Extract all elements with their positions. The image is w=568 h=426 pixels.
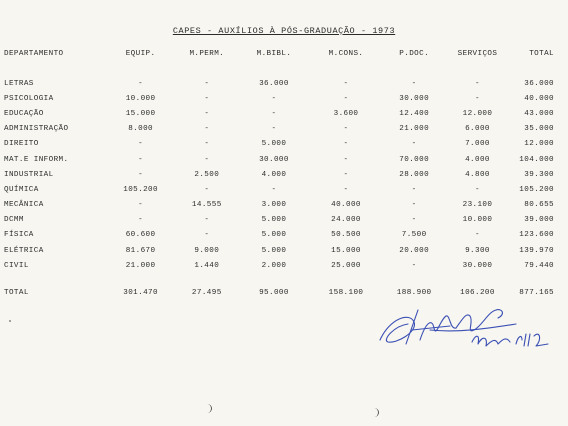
cell-m-cons: 15.000 [331, 246, 361, 255]
cell-m-cons: 3.600 [333, 109, 359, 118]
cell-equip: - [138, 79, 144, 88]
table-row [4, 152, 560, 167]
cell-equip: 10.000 [125, 94, 156, 103]
cell-m-bibl: 3.000 [261, 201, 287, 210]
cell-p-doc: - [411, 79, 417, 88]
table-row [4, 106, 560, 121]
cell-m-perm: - [204, 140, 210, 149]
cell-m-perm: 2.500 [194, 170, 220, 179]
cell-m-bibl: 5.000 [261, 231, 287, 240]
cell-total: 40.000 [524, 94, 554, 103]
cell-departamento: ADMINISTRAÇÃO [4, 125, 69, 134]
cell-total: 35.000 [524, 125, 554, 134]
funding-table [4, 50, 560, 301]
table-row [4, 258, 560, 273]
cell-departamento: CIVIL [4, 261, 29, 270]
cell-equip: 60.600 [125, 231, 156, 240]
cell-total: 139.970 [519, 246, 554, 255]
cell-m-perm: - [204, 155, 210, 164]
header-m-cons: M.CONS. [328, 50, 364, 58]
cell-m-bibl: - [271, 185, 277, 194]
cell-p-doc: 7.500 [401, 231, 427, 240]
table-row [4, 91, 560, 106]
cell-m-cons: - [343, 125, 349, 134]
cell-m-cons: - [343, 155, 349, 164]
handwritten-signature [370, 300, 560, 360]
cell-equip: 301.470 [123, 289, 158, 298]
cell-servicos: 10.000 [462, 216, 493, 225]
cell-p-doc: 188.900 [396, 289, 432, 298]
cell-total: 39.300 [524, 170, 554, 179]
cell-p-doc: 28.000 [399, 170, 430, 179]
cell-servicos: 23.100 [462, 201, 493, 210]
cell-servicos: - [475, 79, 480, 88]
cell-servicos: 7.000 [465, 140, 490, 149]
table-header-row [4, 50, 560, 68]
cell-servicos: 30.000 [462, 261, 493, 270]
cell-equip: 81.670 [125, 246, 156, 255]
cell-equip: 8.000 [128, 125, 153, 134]
cell-m-cons: 40.000 [331, 201, 361, 210]
cell-departamento: DIREITO [4, 140, 39, 149]
cell-p-doc: 70.000 [399, 155, 430, 164]
cell-departamento: TOTAL [4, 289, 29, 298]
header-m-bibl: M.BIBL. [256, 50, 292, 58]
cell-m-bibl: 36.000 [259, 79, 289, 88]
cell-m-bibl: 4.000 [261, 170, 287, 179]
header-p-doc: P.DOC. [399, 50, 430, 58]
cell-m-cons: 24.000 [331, 216, 361, 225]
binding-hole-mark [207, 404, 212, 413]
table-row [4, 76, 560, 91]
header-equip: EQUIP. [125, 50, 156, 58]
cell-p-doc: - [411, 201, 417, 210]
cell-departamento: QUÍMICA [4, 185, 39, 194]
cell-servicos: 4.000 [465, 155, 490, 164]
cell-servicos: 9.300 [465, 246, 490, 255]
cell-servicos: - [475, 185, 480, 194]
cell-total: 79.440 [524, 261, 554, 270]
paper-speck [9, 320, 11, 322]
cell-departamento: DCMM [4, 216, 24, 225]
cell-equip: - [138, 201, 144, 210]
cell-servicos: - [475, 94, 480, 103]
cell-equip: - [138, 155, 144, 164]
cell-total: 36.000 [524, 79, 554, 88]
cell-m-perm: - [204, 94, 210, 103]
cell-m-bibl: 5.000 [261, 246, 287, 255]
cell-m-perm: 27.495 [191, 289, 222, 298]
cell-departamento: PSICOLOGIA [4, 94, 54, 103]
cell-m-perm: - [204, 109, 210, 118]
cell-total: 43.000 [524, 109, 554, 118]
cell-p-doc: - [411, 261, 417, 270]
cell-p-doc: 21.000 [399, 125, 430, 134]
cell-m-cons: - [343, 170, 349, 179]
cell-departamento: ELÉTRICA [4, 246, 44, 255]
cell-m-cons: 50.500 [331, 231, 361, 240]
cell-m-perm: - [204, 231, 210, 240]
binding-hole-mark [374, 408, 379, 417]
cell-total: 39.000 [524, 216, 554, 225]
cell-m-cons: - [343, 140, 349, 149]
cell-departamento: MECÂNICA [4, 201, 44, 210]
cell-p-doc: - [411, 140, 417, 149]
cell-m-cons: 158.100 [328, 289, 364, 298]
cell-total: 12.000 [524, 140, 554, 149]
cell-total: 877.165 [519, 289, 554, 298]
table-row [4, 243, 560, 258]
cell-m-perm: - [204, 79, 210, 88]
cell-departamento: MAT.E INFORM. [4, 155, 69, 164]
cell-servicos: - [475, 231, 480, 240]
total-row [4, 285, 560, 300]
header-departamento: DEPARTAMENTO [4, 50, 64, 58]
table-row [4, 228, 560, 243]
cell-m-bibl: 95.000 [259, 289, 289, 298]
cell-m-perm: - [204, 185, 210, 194]
cell-m-perm: 9.000 [194, 246, 220, 255]
header-m-perm: M.PERM. [189, 50, 225, 58]
cell-p-doc: - [411, 216, 417, 225]
cell-m-bibl: - [271, 94, 277, 103]
cell-p-doc: - [411, 185, 417, 194]
table-body [4, 68, 560, 301]
cell-m-perm: 1.440 [194, 261, 220, 270]
cell-m-cons: 25.000 [331, 261, 361, 270]
document-title: CAPES - AUXÍLIOS À PÓS-GRADUAÇÃO - 1973 [172, 26, 396, 36]
cell-equip: - [138, 140, 144, 149]
table-row [4, 122, 560, 137]
table-row [4, 137, 560, 152]
cell-servicos: 12.000 [462, 109, 493, 118]
cell-equip: - [138, 216, 144, 225]
cell-equip: - [138, 170, 144, 179]
cell-m-perm: - [204, 216, 210, 225]
cell-total: 105.200 [519, 185, 554, 194]
table-row [4, 213, 560, 228]
cell-m-bibl: - [271, 109, 277, 118]
cell-equip: 15.000 [125, 109, 156, 118]
cell-departamento: LETRAS [4, 79, 34, 88]
cell-m-bibl: 5.000 [261, 216, 287, 225]
cell-servicos: 106.200 [460, 289, 495, 298]
cell-p-doc: 20.000 [399, 246, 430, 255]
cell-m-bibl: 5.000 [261, 140, 287, 149]
cell-departamento: FÍSICA [4, 231, 34, 240]
cell-total: 104.000 [519, 155, 554, 164]
table-row [4, 167, 560, 182]
cell-m-bibl: - [271, 125, 277, 134]
table-row [4, 198, 560, 213]
cell-m-cons: - [343, 79, 349, 88]
cell-departamento: EDUCAÇÃO [4, 109, 44, 118]
table-row [4, 182, 560, 197]
cell-p-doc: 12.400 [399, 109, 430, 118]
cell-equip: 21.000 [125, 261, 156, 270]
cell-m-cons: - [343, 94, 349, 103]
cell-equip: 105.200 [123, 185, 158, 194]
header-servicos: SERVIÇOS [457, 50, 498, 58]
cell-p-doc: 30.000 [399, 94, 430, 103]
cell-servicos: 6.000 [465, 125, 490, 134]
cell-m-perm: 14.555 [191, 201, 222, 210]
cell-m-cons: - [343, 185, 349, 194]
cell-m-bibl: 30.000 [259, 155, 289, 164]
cell-servicos: 4.800 [465, 170, 490, 179]
cell-m-bibl: 2.000 [261, 261, 287, 270]
cell-departamento: INDUSTRIAL [4, 170, 54, 179]
header-total: TOTAL [529, 50, 554, 58]
cell-total: 80.655 [524, 201, 554, 210]
cell-m-perm: - [204, 125, 210, 134]
cell-total: 123.600 [519, 231, 554, 240]
